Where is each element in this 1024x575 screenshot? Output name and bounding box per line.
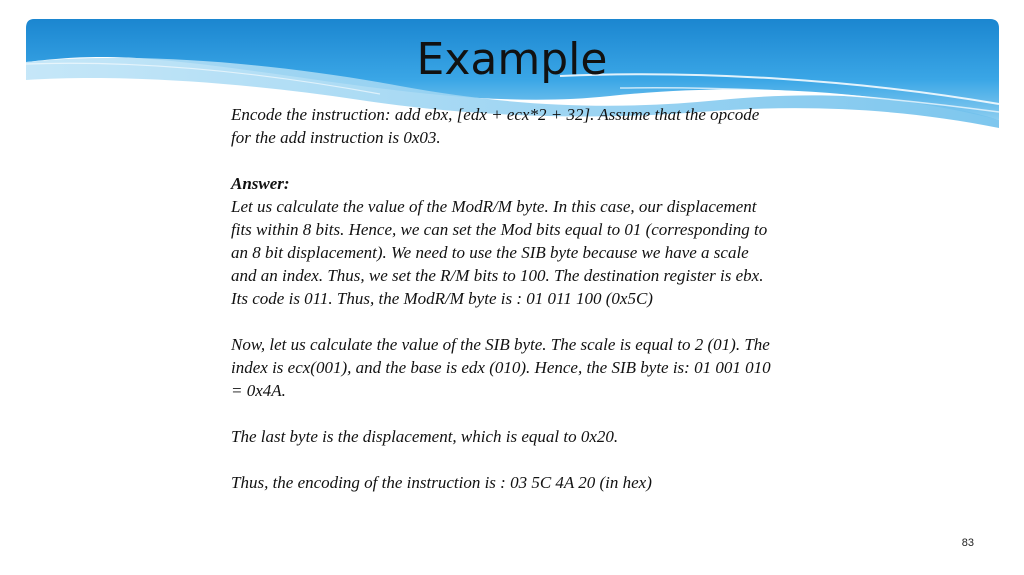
page-number: 83 — [961, 537, 974, 549]
slide-title: Example — [416, 34, 608, 85]
slide-body — [231, 103, 861, 494]
spacer — [231, 149, 861, 172]
answer-label: Answer: — [231, 174, 290, 193]
question-line-1: Encode the instruction: add ebx, [edx + ecx*2 + 32]. Assume that the opcode — [231, 105, 760, 124]
paragraph1-line: Its code is 011. Thus, the ModR/M byte is : 01 011 100 (0x5C) — [231, 289, 653, 308]
question-line-2: for the add instruction is 0x03. — [231, 128, 441, 147]
spacer — [231, 310, 861, 333]
paragraph1-line: and an index. Thus, we set the R/M bits to 100. The destination register is ebx. — [231, 266, 764, 285]
paragraph2-line: Now, let us calculate the value of the SIB byte. The scale is equal to 2 (01). The — [231, 335, 770, 354]
paragraph1-line: an 8 bit displacement). We need to use the SIB byte because we have a scale — [231, 243, 749, 262]
paragraph1-line: fits within 8 bits. Hence, we can set the Mod bits equal to 01 (corresponding to — [231, 220, 768, 239]
spacer — [231, 402, 861, 425]
paragraph3: The last byte is the displacement, which is equal to 0x20. — [231, 427, 619, 446]
paragraph1-line: Let us calculate the value of the ModR/M byte. In this case, our displacement — [231, 197, 757, 216]
paragraph4: Thus, the encoding of the instruction is : 03 5C 4A 20 (in hex) — [231, 473, 652, 492]
spacer — [231, 448, 861, 471]
paragraph2-line: = 0x4A. — [231, 381, 286, 400]
paragraph2-line: index is ecx(001), and the base is edx (010). Hence, the SIB byte is: 01 001 010 — [231, 358, 771, 377]
